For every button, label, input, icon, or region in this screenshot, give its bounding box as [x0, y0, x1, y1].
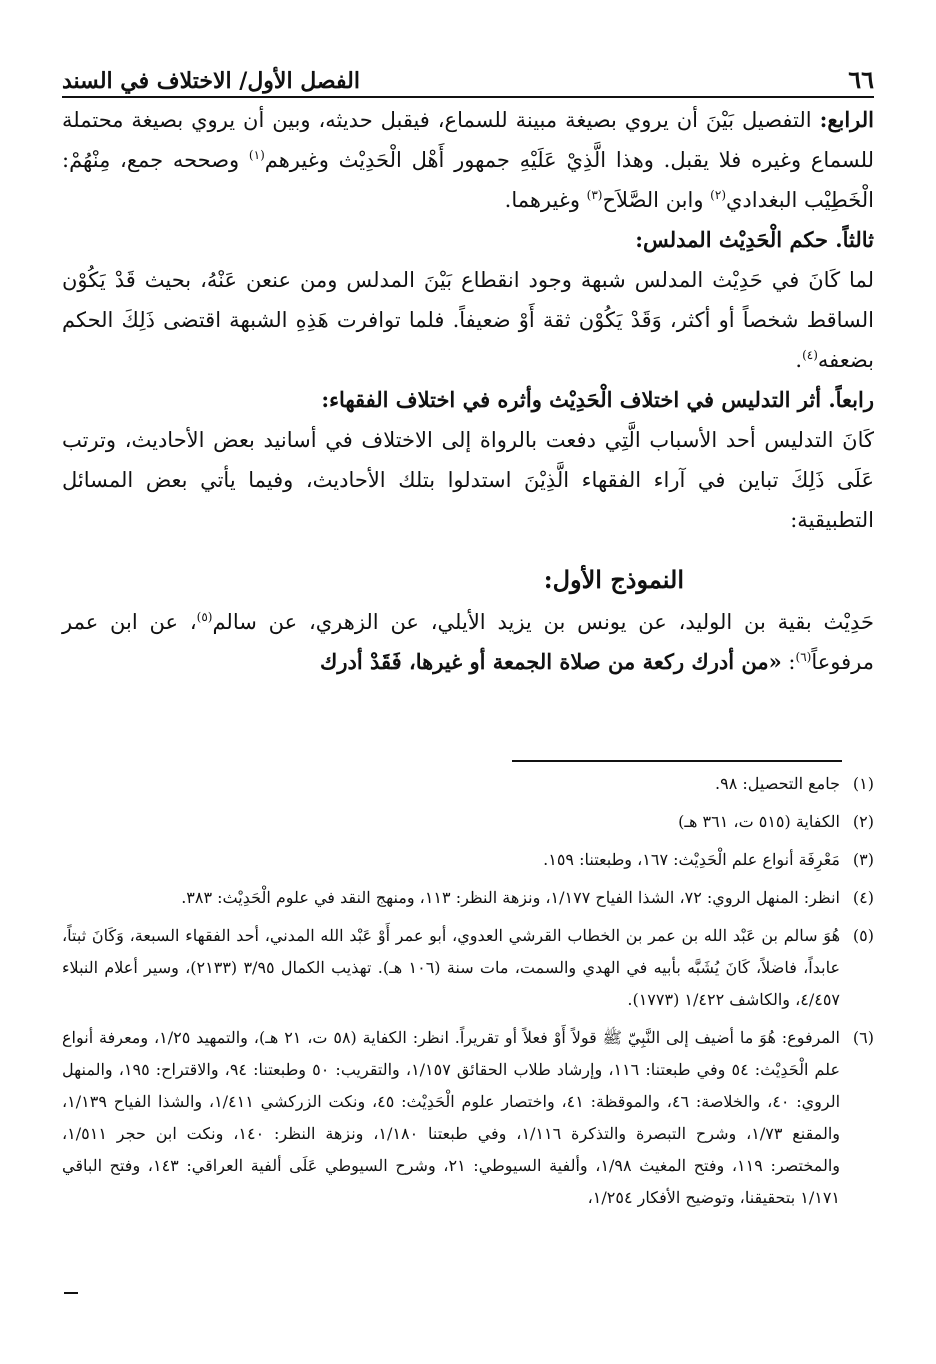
main-text: [62, 100, 874, 682]
page-header: [62, 54, 874, 94]
footnote-text: هُوَ سالم بن عَبْد الله بن عمر بن الخطاب القرشي العدوي، أبو عمر أَوْ عَبْد الله المدني، أحد الفقهاء السبعة، وَكَانَ ثبتاً، عابداً، فاضلاً، كَانَ يُشَبَّه بأبيه في الهدي والسمت، مات سنة (١٠٦ هـ). تهذيب الكمال ٣/٩٥ (٢١٣٣)، وسير أعلام النبلاء ٤/٤٥٧، والكاشف ١/٤٢٢ (١٧٧٣).: [62, 926, 841, 1009]
footnote-number: (٤): [852, 888, 874, 907]
section-heading-fourth: رابعاً. أثر التدليس في اختلاف الْحَدِيْث وأثره في اختلاف الفقهاء:: [321, 387, 874, 412]
hadith-quote: «من أدرك ركعة من صلاة الجمعة أو غيرها، فَقَدْ أدرك: [320, 649, 782, 674]
footnote-number: (٢): [852, 812, 874, 831]
footnotes: [62, 768, 874, 1220]
footnote-item: [62, 1022, 874, 1214]
paragraph-text: حَدِيْث بقية بن الوليد، عن يونس بن يزيد الأيلي، عن الزهري، عن سالم: [212, 610, 874, 634]
footnote-item: [62, 882, 874, 914]
footnote-item: [62, 920, 874, 1016]
paragraph-text: التفصيل بَيْنَ أن يروي بصيغة مبينة للسماع، فيقبل حديثه، وبين أن يروي بصيغة محتملة للسماع وغيره فلا يقبل. وهذا الَّذِيْ عَلَيْهِ جمهور أَهْل الْحَدِيْث وغيرهم: [62, 108, 874, 172]
paragraph-fourth-opinion: [62, 100, 874, 220]
footnote-ref-6[interactable]: (٦): [795, 650, 812, 664]
paragraph-label: الرابع:: [819, 107, 874, 132]
footnote-text: جامع التحصيل: ٩٨.: [715, 774, 840, 793]
footnote-ref-4[interactable]: (٤): [802, 348, 818, 362]
page-number: ٦٦: [848, 65, 874, 94]
continuation-mark: [64, 1292, 78, 1294]
footnote-item: [62, 768, 874, 800]
footnote-separator: [512, 760, 842, 762]
footnote-text: الكفاية (٥١٥ ت، ٣٦١ هـ): [678, 812, 840, 831]
footnote-item: [62, 844, 874, 876]
paragraph-ruling: [62, 260, 874, 380]
footnote-ref-5[interactable]: (٥): [196, 610, 213, 624]
paragraph-text: لما كَانَ في حَدِيْث المدلس شبهة وجود انقطاع بَيْنَ المدلس ومن عنعن عَنْهُ، بحيث قَدْ يَكُوْن الساقط شخصاً أو أكثر، وَقَدْ يَكُوْن ثقة أَوْ ضعيفاً. فلما توافرت هَذِهِ الشبهة اقتضى ذَلِكَ الحكم بضعفه: [62, 268, 874, 372]
paragraph-text: وغيرهما.: [504, 188, 587, 212]
footnote-ref-2[interactable]: (٢): [710, 188, 726, 202]
footnote-text: المرفوع: هُوَ ما أضيف إلى النَّبِيّ ﷺ قولاً أَوْ فعلاً أو تقريراً. انظر: الكفاية (٥٨ ت، ٢١ هـ)، والتمهيد ١/٢٥، ومعرفة أنواع علم الْحَدِيْث: ٥٤ وفي طبعتنا: ١١٦، وإرشاد طلاب الحقائق ١/١٥٧، والتقريب: ٥٠ وطبعتنا: ٩٤، والاقتراح: ١٩٥، والمنهل الروي: ٤٠، والخلاصة: ٤٦، والموقظة: ٤١، واختصار علوم الْحَدِيْث: ٤٥، ونكت الزركشي ١/٤١١، والشذا الفياح ١/١٣٩، والمقنع ١/٧٣، وشرح التبصرة والتذكرة ١/١١٦، وفي طبعتنا ١/١٨٠، ونزهة النظر: ١٤٠، ونكت ابن حجر ١/٥١١، والمختصر: ١١٩، وفتح المغيث ١/٩٨، وألفية السيوطي: ٢١، وشرح السيوطي عَلَى ألفية العراقي: ١٤٣، وفتح الباقي ١/١٧١ بتحقيقنا، وتوضيح الأفكار ١/٢٥٤،: [62, 1028, 841, 1207]
paragraph-text: كَانَ التدليس أحد الأسباب الَّتِي دفعت بالرواة إلى الاختلاف في أسانيد بعض الأحاديث، وترتب عَلَى ذَلِكَ تباين في آراء الفقهاء الَّذِيْنَ استدلوا بتلك الأحاديث، وفيما يأتي بعض المسائل التطبيقية:: [62, 428, 874, 532]
footnote-ref-1[interactable]: (١): [248, 148, 265, 162]
paragraph-hadith: [62, 602, 874, 682]
footnote-number: (٥): [852, 926, 874, 945]
paragraph-text: وصححه جمع، مِنْهُمْ: الْخَطِيْب البغدادي: [62, 148, 874, 212]
paragraph-text: :: [781, 650, 796, 674]
footnote-text: انظر: المنهل الروي: ٧٢، الشذا الفياح ١/١٧٧، ونزهة النظر: ١١٣، ومنهج النقد في علوم الْحَدِيْث: ٣٨٣.: [181, 888, 840, 907]
running-title: الفصل الأول/ الاختلاف في السند: [62, 68, 360, 94]
section-title-first-model: النموذج الأول:: [543, 565, 684, 594]
footnote-number: (٣): [852, 850, 874, 869]
footnote-item: [62, 806, 874, 838]
section-heading-third: ثالثاً. حكم الْحَدِيْث المدلس:: [635, 227, 874, 252]
footnote-ref-3[interactable]: (٣): [586, 188, 603, 202]
footnote-number: (١): [852, 774, 874, 793]
footnote-text: مَعْرِفَة أنواع علم الْحَدِيْث: ١٦٧، وطبعتنا: ١٥٩.: [543, 850, 840, 869]
paragraph-effect: [62, 420, 874, 540]
footnote-number: (٦): [852, 1028, 874, 1047]
paragraph-text: ، عن ابن عمر مرفوعاً: [62, 610, 874, 674]
paragraph-text: .: [795, 348, 803, 372]
paragraph-text: وابن الصَّلاَح: [602, 188, 711, 212]
header-rule: [62, 96, 874, 98]
